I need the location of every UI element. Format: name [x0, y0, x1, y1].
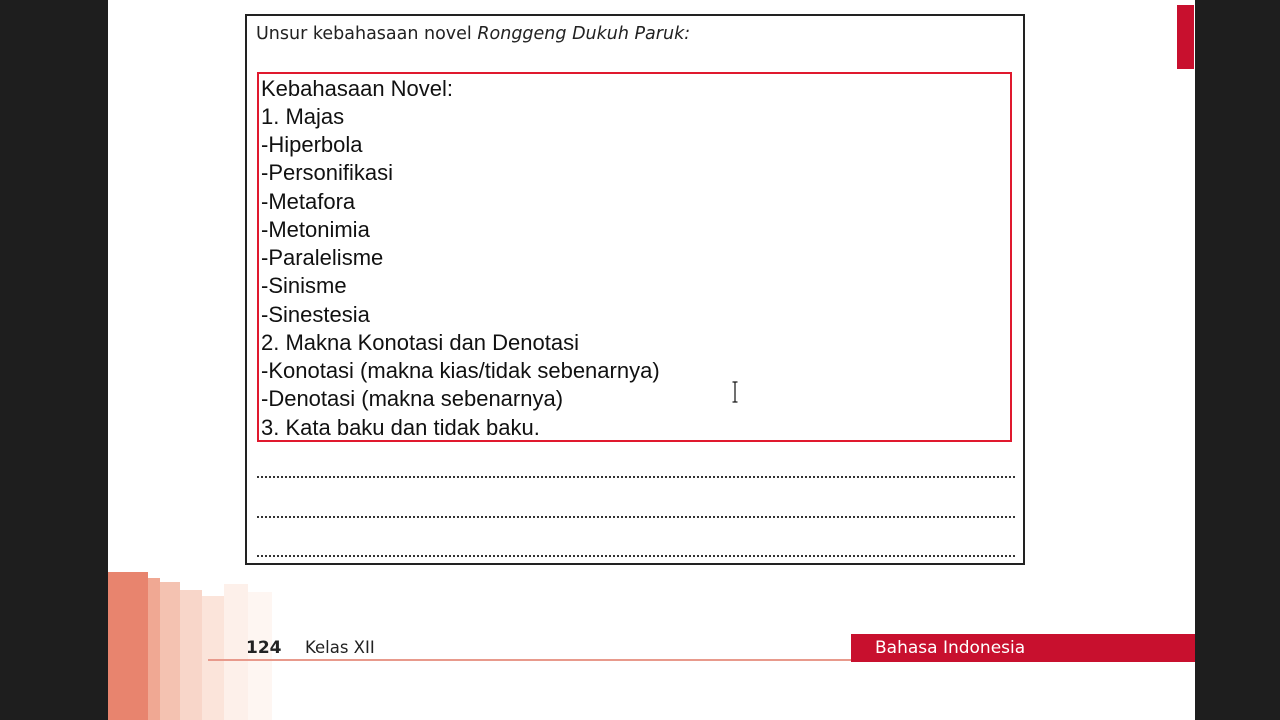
- answer-line: -Personifikasi: [261, 160, 394, 185]
- answer-dotted-line: [257, 555, 1015, 557]
- answer-line: -Hiperbola: [261, 132, 363, 157]
- page-number: 124: [246, 638, 282, 658]
- document-page: [108, 0, 1195, 720]
- decorative-stripe: [202, 596, 224, 720]
- decorative-stripe: [108, 572, 148, 720]
- answer-line: 1. Majas: [261, 104, 345, 129]
- caption-prefix: Unsur kebahasaan novel: [256, 24, 478, 44]
- caption-novel-title: Ronggeng Dukuh Paruk:: [477, 24, 691, 44]
- subject-label: Bahasa Indonesia: [851, 634, 1195, 662]
- class-label: Kelas XII: [305, 638, 375, 657]
- answer-line: 3. Kata baku dan tidak baku.: [261, 415, 540, 440]
- exercise-frame: [245, 14, 1025, 565]
- footer-rule: [208, 659, 853, 661]
- answer-dotted-line: [257, 516, 1015, 518]
- decorative-stripe: [180, 590, 202, 720]
- answer-line: 2. Makna Konotasi dan Denotasi: [261, 330, 579, 355]
- page-edge-tab: [1177, 5, 1194, 69]
- answer-line: -Konotasi (makna kias/tidak sebenarnya): [261, 358, 660, 383]
- answer-dotted-line: [257, 476, 1015, 478]
- answer-line: -Sinestesia: [261, 302, 370, 327]
- answer-line: Kebahasaan Novel:: [261, 76, 454, 101]
- decorative-stripe: [224, 584, 248, 720]
- answer-line: -Metafora: [261, 189, 356, 214]
- answer-line: -Sinisme: [261, 273, 347, 298]
- exercise-caption: [256, 24, 690, 44]
- answer-line: -Metonimia: [261, 217, 370, 242]
- answer-line: -Denotasi (makna sebenarnya): [261, 386, 564, 411]
- decorative-stripe: [148, 578, 160, 720]
- answer-line: -Paralelisme: [261, 245, 384, 270]
- answer-textbox[interactable]: [257, 72, 1012, 442]
- decorative-stripe: [160, 582, 180, 720]
- text-cursor-icon: [732, 381, 738, 403]
